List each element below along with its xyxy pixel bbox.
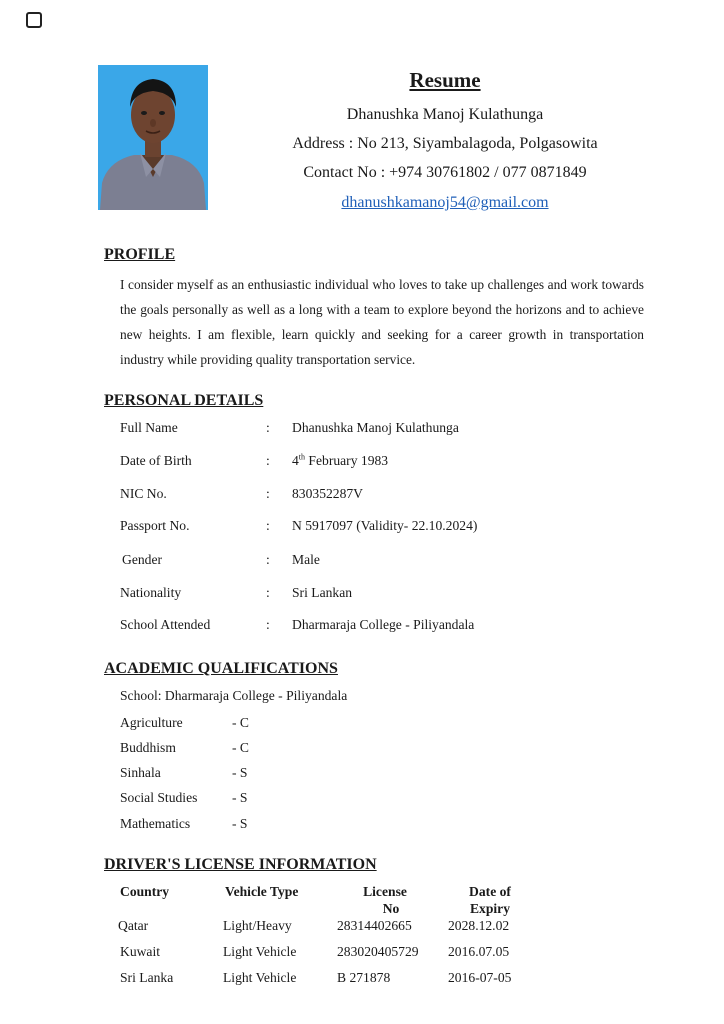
personal-details-heading: PERSONAL DETAILS: [104, 392, 264, 409]
profile-text: I consider myself as an enthusiastic individual who loves to take up challenges and work towards the goals personally as well as a long with a team to explore beyond the horizons and to achieve new heights. I am flexible, learn quickly and seeking for a career growth in transportation industry while providing quality transportation service.: [120, 277, 644, 367]
subject-grade: - C: [232, 740, 249, 755]
detail-value: Dharmaraja College - Piliyandala: [292, 617, 475, 632]
license-expiry: 2028.12.02: [448, 918, 510, 933]
detail-separator: :: [266, 486, 270, 501]
detail-label: NIC No.: [120, 486, 167, 501]
license-country: Sri Lanka: [120, 970, 174, 985]
detail-value: Male: [292, 552, 320, 567]
detail-label: Nationality: [120, 585, 182, 600]
subject-name: Buddhism: [120, 740, 176, 755]
subject-grade: - S: [232, 765, 248, 780]
resume-title: Resume: [409, 68, 481, 92]
detail-label: Date of Birth: [120, 453, 192, 468]
license-country: Kuwait: [120, 944, 161, 959]
address-line: Address : No 213, Siyambalagoda, Polgasowita: [292, 135, 598, 152]
license-expiry: 2016.07.05: [448, 944, 510, 959]
license-country: Qatar: [118, 918, 149, 933]
detail-value: Dhanushka Manoj Kulathunga: [292, 420, 459, 435]
column-header-line: Expiry: [469, 901, 511, 916]
page-checkbox[interactable]: [26, 12, 42, 28]
detail-separator: :: [266, 585, 270, 600]
detail-label: School Attended: [120, 617, 211, 632]
detail-value: Sri Lankan: [292, 585, 353, 600]
detail-label: Gender: [122, 552, 163, 567]
subject-grade: - S: [232, 790, 248, 805]
academic-heading: ACADEMIC QUALIFICATIONS: [104, 660, 338, 677]
contact-line: Contact No : +974 30761802 / 077 0871849: [303, 164, 587, 181]
license-vehicle-type: Light/Heavy: [223, 918, 292, 933]
license-col-country: [120, 883, 169, 900]
column-header-line: Date of: [469, 884, 511, 899]
dob-day: 4: [292, 453, 299, 468]
license-vehicle-type: Light Vehicle: [223, 970, 297, 985]
subject-name: Mathematics: [120, 816, 191, 831]
license-col-license-no: [352, 883, 418, 917]
license-vehicle-type: Light Vehicle: [223, 944, 297, 959]
license-number: 28314402665: [337, 918, 412, 933]
profile-photo: [98, 65, 208, 210]
license-expiry: 2016-07-05: [448, 970, 512, 985]
dob-month-year: February 1983: [305, 453, 389, 468]
detail-separator: :: [266, 518, 270, 533]
detail-separator: :: [266, 420, 270, 435]
column-header-line: Vehicle Type: [225, 884, 299, 899]
license-col-vehicle-type: [225, 883, 298, 900]
academic-school: School: Dharmaraja College - Piliyandala: [120, 688, 348, 703]
subject-grade: - S: [232, 816, 248, 831]
license-heading: DRIVER'S LICENSE INFORMATION: [104, 856, 377, 873]
profile-heading: PROFILE: [104, 246, 176, 263]
subject-grade: - C: [232, 715, 249, 730]
detail-value: N 5917097 (Validity- 22.10.2024): [292, 518, 478, 533]
detail-separator: :: [266, 617, 270, 632]
dob-ordinal-suffix: th: [298, 452, 306, 462]
column-header-line: License: [363, 884, 407, 899]
subject-name: Sinhala: [120, 765, 161, 780]
detail-separator: :: [266, 453, 270, 468]
email-link[interactable]: dhanushkamanoj54@gmail.com: [341, 194, 549, 211]
detail-value: 830352287V: [292, 486, 363, 501]
detail-value: [292, 453, 388, 469]
license-number: 283020405729: [337, 944, 419, 959]
license-number: B 271878: [337, 970, 391, 985]
column-header-line: Country: [120, 884, 170, 899]
detail-separator: :: [266, 552, 270, 567]
subject-name: Social Studies: [120, 790, 198, 805]
subject-name: Agriculture: [120, 715, 183, 730]
detail-label: Full Name: [120, 420, 178, 435]
detail-label: Passport No.: [120, 518, 190, 533]
license-col-expiry: [456, 883, 524, 917]
candidate-name: Dhanushka Manoj Kulathunga: [346, 106, 544, 123]
column-header-line: No: [382, 901, 400, 916]
